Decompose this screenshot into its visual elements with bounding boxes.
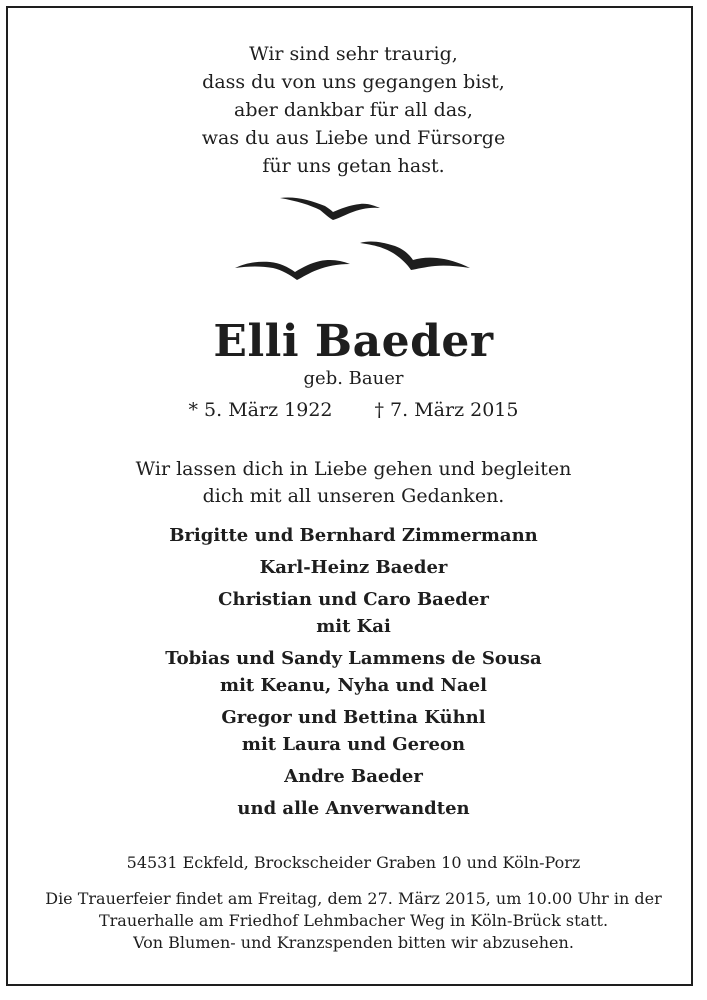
mourner-group	[0, 554, 707, 581]
mourner-line: Karl-Heinz Baeder	[259, 557, 448, 578]
farewell-line: Wir lassen dich in Liebe gehen und begleiten	[135, 458, 572, 480]
funeral-notice	[0, 888, 707, 954]
address: 54531 Eckfeld, Brockscheider Graben 10 und Köln-Porz	[126, 853, 581, 872]
birth-date: * 5. März 1922	[188, 399, 333, 421]
mourner-line: Gregor und Bettina Kühnl	[221, 707, 486, 728]
notice-line: Trauerhalle am Friedhof Lehmbacher Weg in Köln-Brück statt.	[98, 911, 609, 930]
bird-icon	[280, 197, 380, 220]
death-date: † 7. März 2015	[374, 399, 519, 421]
bird-icon	[235, 260, 350, 280]
mourner-line: Tobias und Sandy Lammens de Sousa	[165, 648, 542, 669]
mourner-group	[0, 586, 707, 640]
mourner-line: Christian und Caro Baeder	[218, 589, 489, 610]
mourner-line: und alle Anverwandten	[237, 798, 470, 819]
mourner-line: mit Laura und Gereon	[241, 734, 466, 755]
flying-birds-icon	[225, 188, 485, 288]
mourner-group	[0, 704, 707, 758]
mourner-line: Andre Baeder	[284, 766, 423, 787]
mourners-list	[0, 522, 707, 827]
deceased-name: Elli Baeder	[213, 316, 494, 367]
notice-line: Von Blumen- und Kranzspenden bitten wir abzusehen.	[133, 933, 574, 952]
mourner-group	[0, 795, 707, 822]
poem-line: für uns getan hast.	[262, 155, 445, 177]
farewell-line: dich mit all unseren Gedanken.	[202, 485, 505, 507]
farewell-text	[0, 456, 707, 510]
bird-icon	[360, 242, 470, 270]
mourner-line: mit Keanu, Nyha und Nael	[220, 675, 487, 696]
mourner-group	[0, 522, 707, 549]
mourner-group	[0, 763, 707, 790]
poem	[0, 40, 707, 180]
poem-line: aber dankbar für all das,	[234, 99, 473, 121]
notice-line: Die Trauerfeier findet am Freitag, dem 27. März 2015, um 10.00 Uhr in der	[45, 889, 662, 908]
poem-line: Wir sind sehr traurig,	[249, 43, 458, 65]
life-dates	[0, 397, 707, 423]
poem-line: dass du von uns gegangen bist,	[202, 71, 505, 93]
mourner-line: Brigitte und Bernhard Zimmermann	[169, 525, 538, 546]
mourner-line: mit Kai	[316, 616, 391, 637]
maiden-name: geb. Bauer	[303, 368, 404, 389]
mourner-group	[0, 645, 707, 699]
poem-line: was du aus Liebe und Fürsorge	[201, 127, 506, 149]
